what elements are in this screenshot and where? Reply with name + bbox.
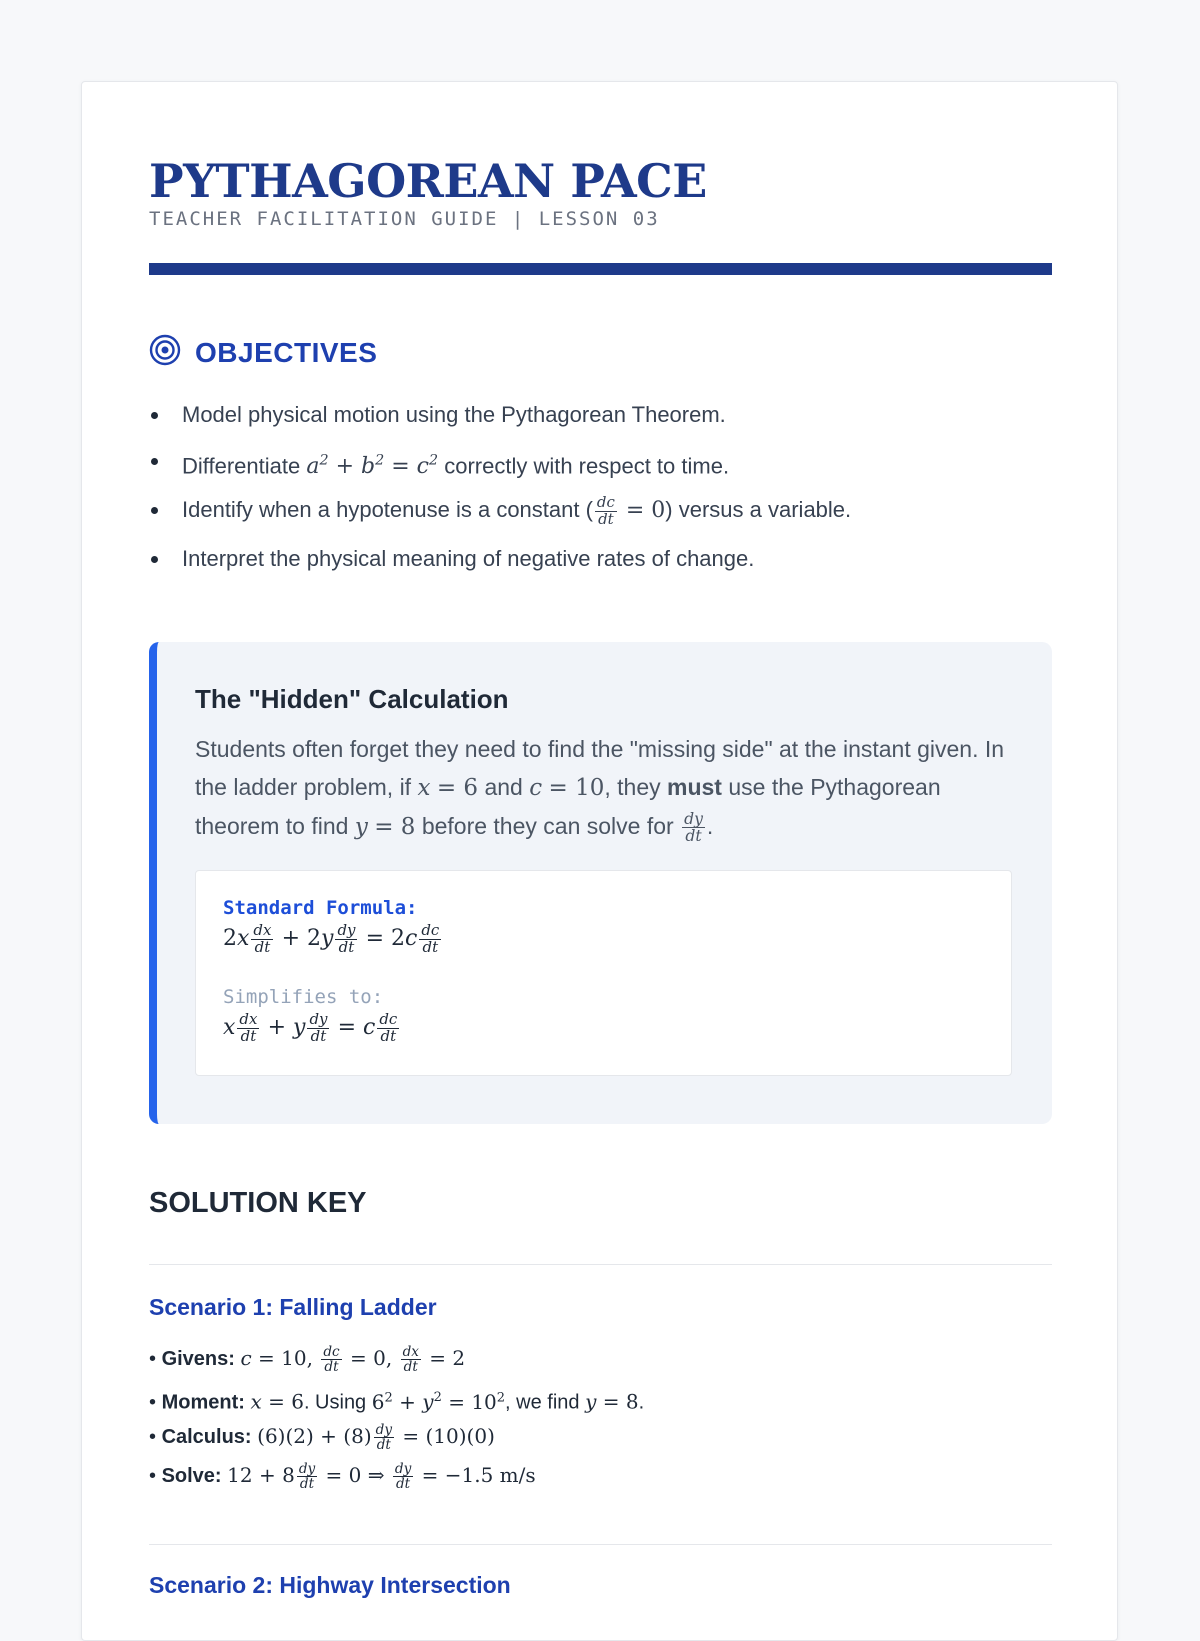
standard-formula-label: Standard Formula: bbox=[223, 897, 418, 919]
list-item: Differentiate $a^2 + b^2 = c^2$ correctly with respect to time. bbox=[149, 438, 851, 484]
divider bbox=[149, 1264, 1052, 1265]
objectives-label: OBJECTIVES bbox=[195, 336, 378, 368]
formula-box bbox=[195, 870, 1012, 1076]
list-item: • Calculus: (6)(2) + (8) $\frac{dy}{dt}$ = (10)(0) bbox=[149, 1421, 495, 1454]
callout-title: The "Hidden" Calculation bbox=[195, 684, 509, 714]
simplifies-label: Simplifies to: bbox=[223, 986, 384, 1008]
page-title: PYTHAGOREAN PACE bbox=[149, 154, 707, 208]
solution-key-heading: SOLUTION KEY bbox=[149, 1187, 367, 1219]
title-divider bbox=[149, 263, 1052, 275]
scenario-2-title: Scenario 2: Highway Intersection bbox=[149, 1572, 511, 1598]
list-item: • Solve: 12 + 8 $\frac{dy}{dt}$ = 0 ⇒ $\frac{dy}{dt}$ = −1.5 m/s bbox=[149, 1460, 536, 1493]
list-item: • Moment: x = 6. Using $6^2 + y^2 = 10^2$, we find y = 8. bbox=[149, 1389, 645, 1414]
standard-formula: 2x $\frac{dx}{dt}$ + 2y $\frac{dy}{dt}$ = 2c $\frac{dc}{dt}$ bbox=[223, 921, 440, 956]
list-item: Model physical motion using the Pythagorean Theorem. bbox=[149, 392, 851, 438]
page-subtitle: TEACHER FACILITATION GUIDE | LESSON 03 bbox=[149, 208, 660, 230]
hidden-calculation-callout bbox=[149, 642, 1052, 1124]
simplified-formula: x $\frac{dx}{dt}$ + y $\frac{dy}{dt}$ = c $\frac{dc}{dt}$ bbox=[223, 1010, 398, 1045]
list-item: • Givens: c = 10, $\frac{dc}{dt}$ = 0, $\frac{dx}{dt}$ = 2 bbox=[149, 1343, 466, 1376]
scenario-1-steps bbox=[149, 1339, 644, 1495]
objectives-list bbox=[149, 392, 851, 582]
scenario-1-title: Scenario 1: Falling Ladder bbox=[149, 1294, 437, 1320]
divider bbox=[149, 1544, 1052, 1545]
guide-card bbox=[81, 81, 1118, 1641]
objectives-heading bbox=[149, 334, 377, 371]
math-equation: $a^2 + b^2 = c^2$ bbox=[306, 453, 439, 480]
list-item: Identify when a hypotenuse is a constant ( $\frac{dc}{dt}$ = 0) versus a variable. bbox=[149, 484, 851, 536]
target-icon bbox=[149, 334, 181, 371]
list-item: Interpret the physical meaning of negative rates of change. bbox=[149, 536, 851, 582]
callout-text: Students often forget they need to find the "missing side" at the instant given. In the ladder problem, if x = 6 and c = 10, they must use the Pythagorean theorem to find y = 8 before they can solve for $\frac{dy}{dt}$ . bbox=[195, 736, 1005, 846]
math-fraction: $\frac{dc}{dt}$ bbox=[596, 493, 615, 528]
